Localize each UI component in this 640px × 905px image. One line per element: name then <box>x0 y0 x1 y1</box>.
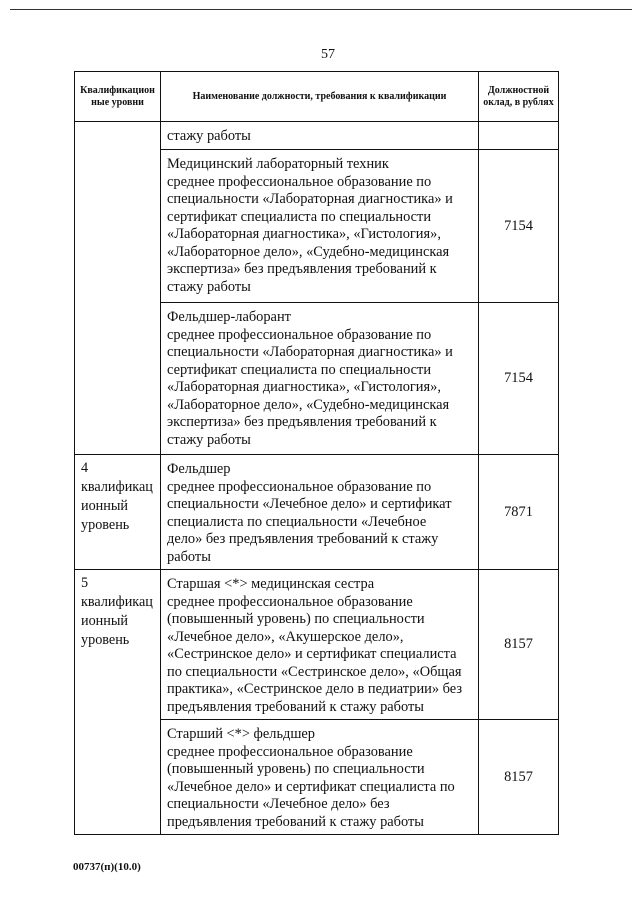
position-requirements-cell <box>161 720 479 835</box>
qualification-level-line: квалификац <box>81 594 153 610</box>
header-level: Квалификацион ные уровни <box>75 72 161 122</box>
table-row <box>75 455 559 570</box>
salary-cell <box>479 122 559 150</box>
position-title: Фельдшер-лаборант <box>167 309 291 325</box>
table-row <box>75 570 559 720</box>
position-title: Фельдшер <box>167 461 231 477</box>
qualification-requirements-text: среднее профессиональное образование по специальности «Лабораторная диагностика» и сертификат специалиста по специальности «Лабораторная диагностика», «Гистология», «Лабораторное дело», «Судебно-медицинская экспертиза» без предъявления требований к стажу работы <box>167 326 453 448</box>
header-requirements: Наименование должности, требования к квалификации <box>161 72 479 122</box>
qualification-level-line: ионный <box>81 498 128 514</box>
position-requirements-cell <box>161 570 479 720</box>
qualification-level-line: уровень <box>81 632 130 648</box>
salary-cell: 8157 <box>479 720 559 835</box>
table-header-row <box>75 72 559 122</box>
position-title: Медицинский лабораторный техник <box>167 156 389 172</box>
qualification-level-line: квалификац <box>81 479 153 495</box>
top-rule <box>10 9 632 10</box>
qualification-requirements-text: среднее профессиональное образование по специальности «Лечебное дело» и сертификат специалиста по специальности «Лечебное дело» без предъявления требований к стажу работы <box>167 478 452 565</box>
salary-cell: 7154 <box>479 303 559 455</box>
position-title: Старший <*> фельдшер <box>167 726 316 742</box>
qualification-table <box>74 71 559 835</box>
position-requirements-cell <box>161 455 479 570</box>
qualification-requirements-text: среднее профессиональное образование (повышенный уровень) по специальности «Лечебное дело» и сертификат специалиста по специальности «Лечебное дело» без предъявления требований к стажу работы <box>167 743 455 830</box>
salary-cell: 7871 <box>479 455 559 570</box>
qualification-level-line: ионный <box>81 613 128 629</box>
document-code: 00737(п)(10.0) <box>73 861 141 873</box>
position-title: Старшая <*> медицинская сестра <box>167 576 375 592</box>
qualification-level-cell <box>75 570 161 835</box>
table-row <box>75 122 559 150</box>
table-body <box>75 122 559 835</box>
salary-cell: 8157 <box>479 570 559 720</box>
header-salary: Должностной оклад, в рублях <box>479 72 559 122</box>
salary-cell: 7154 <box>479 150 559 303</box>
qualification-level-line: уровень <box>81 517 130 533</box>
position-requirements-cell <box>161 150 479 303</box>
qualification-requirements-text: среднее профессиональное образование (повышенный уровень) по специальности «Лечебное дело», «Акушерское дело», «Сестринское дело» и сертификат специалиста по специальности «Сестринское дело», «Общая практика», «Сестринское дело в педиатрии» без предъявления требований к стажу работы <box>167 593 463 715</box>
qualification-requirements-text: стажу работы <box>167 128 251 144</box>
position-requirements-cell <box>161 303 479 455</box>
position-requirements-cell <box>161 122 479 150</box>
qualification-level-cell <box>75 122 161 455</box>
qualification-level-line: 4 <box>81 460 89 476</box>
qualification-requirements-text: среднее профессиональное образование по специальности «Лабораторная диагностика» и сертификат специалиста по специальности «Лабораторная диагностика», «Гистология», «Лабораторное дело», «Судебно-медицинская экспертиза» без предъявления требований к стажу работы <box>167 173 453 295</box>
qualification-level-cell <box>75 455 161 570</box>
page-number: 57 <box>321 47 335 62</box>
qualification-level-line: 5 <box>81 575 89 591</box>
